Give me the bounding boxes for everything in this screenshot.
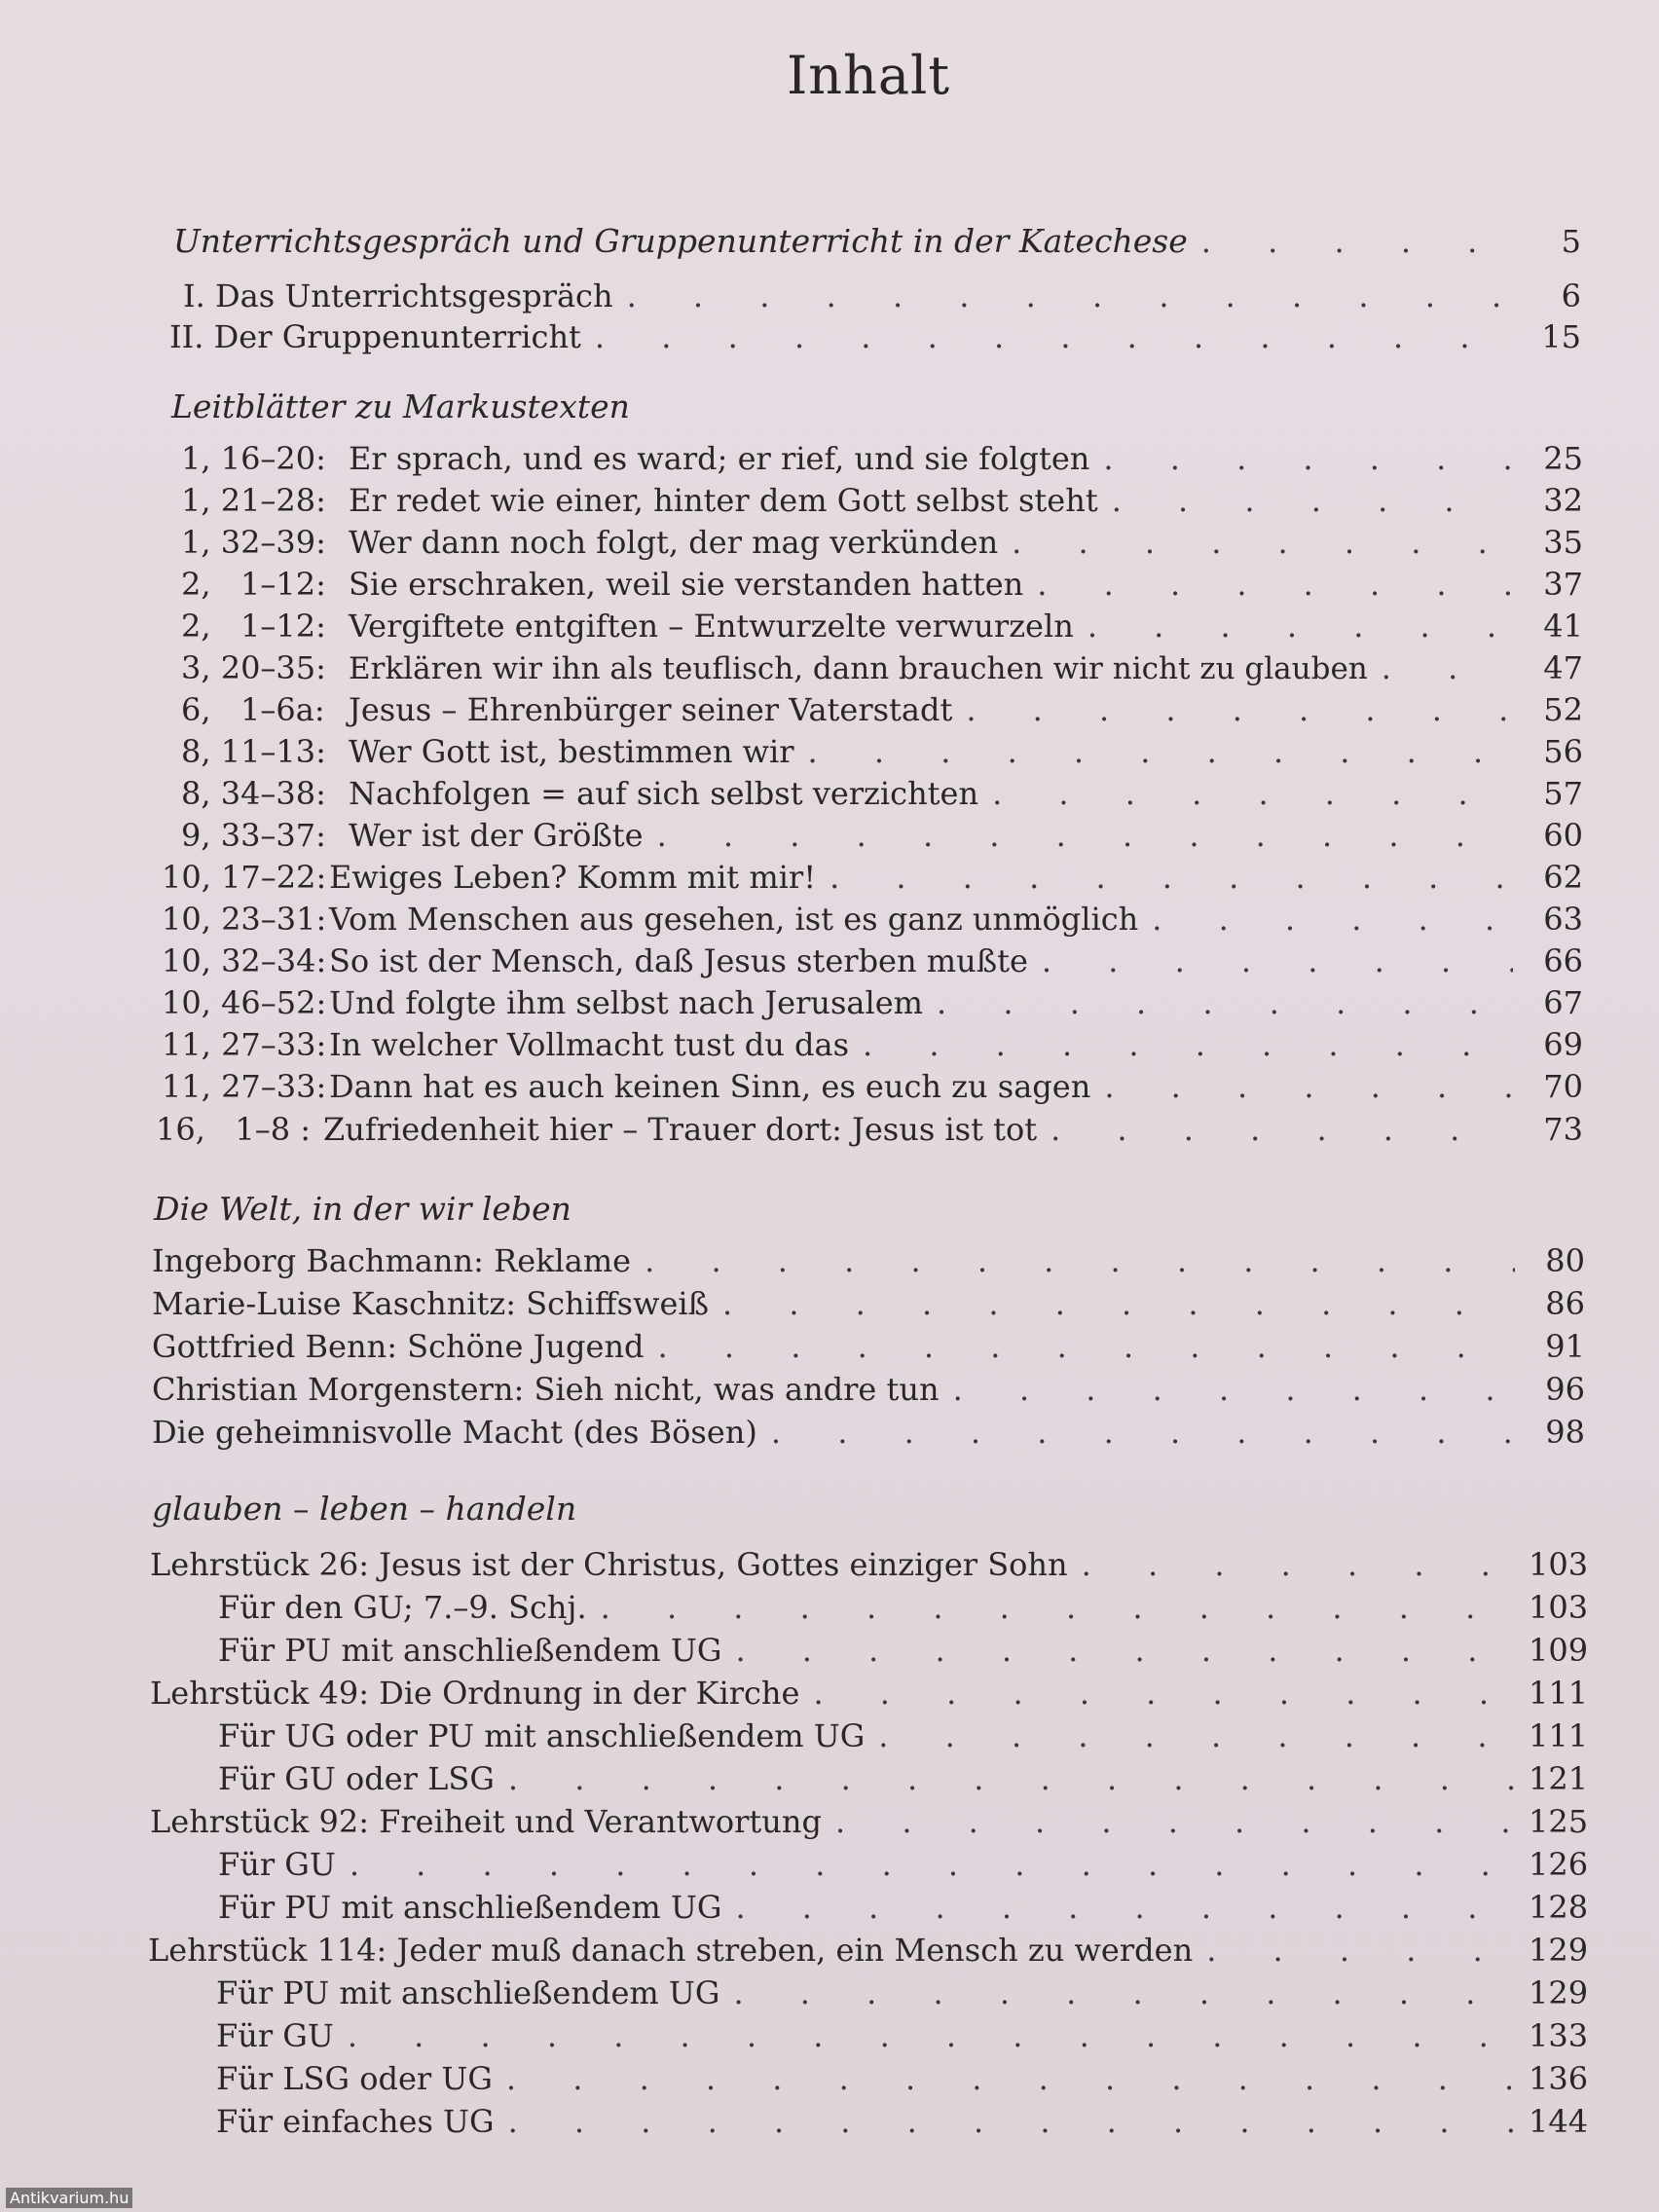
entry-text: II. Der Gruppenunterricht (169, 318, 581, 355)
leader-dots (1382, 649, 1513, 686)
verse-ref: 10, 17–22: (162, 859, 327, 896)
leader-dots (508, 1760, 1515, 1797)
section-heading-katechese (173, 222, 1581, 261)
page-number: 37 (1543, 566, 1583, 603)
toc-entry (162, 901, 1583, 940)
page-number: 35 (1543, 524, 1583, 561)
verse-ref: 1, 32–39: (181, 524, 326, 561)
entry-text: Für PU mit anschließendem UG (218, 1889, 722, 1926)
verse-ref: 11, 27–33: (162, 1068, 327, 1105)
page-number: 111 (1529, 1717, 1589, 1754)
entry-text: Und folgte ihm selbst nach Jerusalem (329, 984, 923, 1021)
page-number: 69 (1543, 1026, 1583, 1063)
toc-entry (152, 1328, 1585, 1367)
verse-ref: 11, 27–33: (162, 1026, 327, 1063)
verse-ref: 1, 16–20: (181, 440, 326, 477)
entry-text: Für LSG oder UG (216, 2060, 493, 2097)
entry-text: In welcher Vollmacht tust du das (329, 1026, 849, 1063)
toc-entry (152, 1242, 1585, 1281)
watermark: Antikvarium.hu (6, 2188, 132, 2208)
toc-subentry (218, 1760, 1589, 1799)
page-number: 73 (1543, 1111, 1583, 1148)
section-title: Unterrichtsgespräch und Gruppenunterricht in der Katechese (173, 222, 1188, 260)
page-number: 125 (1529, 1803, 1589, 1840)
leader-dots (595, 318, 1511, 355)
entry-text: Für UG oder PU mit anschließendem UG (218, 1717, 866, 1754)
leader-dots (1201, 223, 1511, 260)
page-number: 62 (1543, 859, 1583, 896)
page-number: 144 (1529, 2103, 1589, 2140)
page-number: 133 (1529, 2017, 1589, 2054)
toc-entry (162, 942, 1583, 981)
page-number: 128 (1529, 1889, 1589, 1926)
page-number: 126 (1529, 1846, 1589, 1883)
leader-dots (506, 2060, 1515, 2097)
leader-dots (722, 1285, 1515, 1322)
page-number: 57 (1543, 775, 1583, 812)
toc-subentry (218, 1632, 1589, 1671)
leader-dots (733, 1974, 1515, 2011)
page-number: 70 (1543, 1068, 1583, 1105)
page-number: 136 (1529, 2060, 1589, 2097)
toc-entry (150, 1546, 1589, 1585)
entry-text: Lehrstück 49: Die Ordnung in der Kirche (150, 1675, 800, 1712)
entry-text: Die geheimnisvolle Macht (des Bösen) (152, 1414, 757, 1451)
toc-subentry (218, 1717, 1589, 1756)
leader-dots (835, 1803, 1515, 1840)
toc-entry (152, 1414, 1585, 1453)
verse-ref: 10, 23–31: (162, 901, 327, 938)
entry-text: So ist der Mensch, daß Jesus sterben mußte (329, 942, 1028, 979)
entry-text: Lehrstück 92: Freiheit und Verantwortung (150, 1803, 822, 1840)
page-number: 60 (1543, 817, 1583, 854)
page-number: 96 (1545, 1371, 1585, 1408)
verse-ref: 6, 1–6a: (181, 691, 325, 728)
leader-dots (808, 733, 1513, 770)
verse-ref: 10, 32–34: (162, 942, 327, 979)
section-title: glauben – leben – handeln (152, 1490, 577, 1528)
leader-dots (645, 1242, 1515, 1279)
leader-dots (813, 1675, 1515, 1712)
toc-entry (181, 691, 1583, 730)
toc-entry (181, 482, 1583, 521)
leader-dots (992, 775, 1513, 812)
page-number: 41 (1543, 608, 1583, 645)
page-number: 47 (1543, 649, 1583, 686)
page-number: 52 (1543, 691, 1583, 728)
toc-entry (181, 566, 1583, 605)
toc-entry (181, 649, 1583, 688)
toc-subentry (216, 1974, 1589, 2013)
verse-ref: 1, 21–28: (181, 482, 326, 519)
leader-dots (771, 1414, 1515, 1451)
toc-entry (169, 318, 1581, 357)
leader-dots (1082, 1546, 1515, 1583)
page-number: 80 (1545, 1242, 1585, 1279)
leader-dots (1051, 1111, 1513, 1148)
section-title: Die Welt, in der wir leben (154, 1190, 571, 1228)
entry-text: Jesus – Ehrenbürger seiner Vaterstadt (349, 691, 953, 728)
leader-dots (657, 817, 1513, 854)
entry-text: Für GU (218, 1846, 336, 1883)
toc-entry (181, 775, 1583, 814)
leader-dots (601, 1589, 1515, 1626)
verse-ref: 2, 1–12: (181, 566, 326, 603)
entry-text: Lehrstück 26: Jesus ist der Christus, Gottes einziger Sohn (150, 1546, 1068, 1583)
page-number: 98 (1545, 1414, 1585, 1451)
entry-text: Für GU oder LSG (218, 1760, 495, 1797)
toc-entry (152, 1285, 1585, 1324)
toc-subentry (218, 1889, 1589, 1928)
toc-entry (183, 277, 1581, 316)
verse-ref: 8, 34–38: (181, 775, 326, 812)
leader-dots (508, 2103, 1515, 2140)
entry-text: Wer dann noch folgt, der mag verkünden (349, 524, 999, 561)
leader-dots (863, 1026, 1513, 1063)
verse-ref: 16, 1–8 : (156, 1111, 312, 1148)
page-number: 103 (1529, 1589, 1589, 1626)
verse-ref: 10, 46–52: (162, 984, 327, 1021)
toc-entry (181, 524, 1583, 563)
entry-text: Marie-Luise Kaschnitz: Schiffsweiß (152, 1285, 709, 1322)
leader-dots (1103, 440, 1513, 477)
entry-text: Dann hat es auch keinen Sinn, es euch zu sagen (329, 1068, 1091, 1105)
page-number: 103 (1529, 1546, 1589, 1583)
entry-text: Für PU mit anschließendem UG (216, 1974, 720, 2011)
leader-dots (627, 277, 1511, 314)
toc-subentry (216, 2103, 1589, 2142)
toc-entry (152, 1371, 1585, 1410)
page-number: 25 (1543, 440, 1583, 477)
toc-entry (162, 1026, 1583, 1065)
toc-entry (181, 817, 1583, 856)
toc-entry (156, 1111, 1583, 1150)
leader-dots (878, 1717, 1515, 1754)
toc-entry (162, 859, 1583, 898)
entry-text: Er redet wie einer, hinter dem Gott selbst steht (349, 482, 1098, 519)
toc-subentry (216, 2017, 1589, 2056)
page-number: 86 (1545, 1285, 1585, 1322)
entry-text: Lehrstück 114: Jeder muß danach streben, ein Mensch zu werden (148, 1932, 1194, 1969)
toc-subentry (218, 1846, 1589, 1885)
page-number: 111 (1529, 1675, 1589, 1712)
leader-dots (1037, 566, 1513, 603)
entry-text: Wer Gott ist, bestimmen wir (349, 733, 794, 770)
entry-text: Erklären wir ihn als teuflisch, dann brauchen wir nicht zu glauben (349, 651, 1368, 686)
entry-text: Er sprach, und es ward; er rief, und sie folgten (349, 440, 1090, 477)
toc-subentry (218, 1589, 1589, 1628)
toc-entry (162, 984, 1583, 1023)
toc-entry (150, 1803, 1589, 1842)
leader-dots (735, 1889, 1515, 1926)
leader-dots (1088, 608, 1513, 645)
page-number: 121 (1529, 1760, 1589, 1797)
entry-text: Vergiftete entgiften – Entwurzelte verwurzeln (349, 608, 1074, 645)
entry-text: Vom Menschen aus gesehen, ist es ganz unmöglich (329, 901, 1139, 938)
leader-dots (966, 691, 1513, 728)
page-number: 66 (1543, 942, 1583, 979)
verse-ref: 8, 11–13: (181, 733, 326, 770)
entry-text: Wer ist der Größte (349, 817, 644, 854)
entry-text: Nachfolgen = auf sich selbst verzichten (349, 775, 979, 812)
toc-entry (181, 608, 1583, 646)
leader-dots (953, 1371, 1515, 1408)
leader-dots (1012, 524, 1513, 561)
page-number: 109 (1529, 1632, 1589, 1669)
page-number: 129 (1529, 1974, 1589, 2011)
page-number: 129 (1529, 1932, 1589, 1969)
toc-subentry (216, 2060, 1589, 2099)
page-number: 67 (1543, 984, 1583, 1021)
entry-text: Für einfaches UG (216, 2103, 495, 2140)
leader-dots (1104, 1068, 1513, 1105)
leader-dots (830, 859, 1513, 896)
toc-entry (181, 733, 1583, 772)
leader-dots (1042, 942, 1513, 979)
leader-dots (1206, 1932, 1515, 1969)
leader-dots (1112, 482, 1513, 519)
toc-entry (162, 1068, 1583, 1107)
entry-text: Zufriedenheit hier – Trauer dort: Jesus ist tot (323, 1111, 1038, 1148)
verse-ref: 9, 33–37: (181, 817, 326, 854)
entry-text: Ewiges Leben? Komm mit mir! (329, 859, 817, 896)
entry-text: Sie erschraken, weil sie verstanden hatten (349, 566, 1024, 603)
page-number: 63 (1543, 901, 1583, 938)
leader-dots (735, 1632, 1515, 1669)
entry-text: Gottfried Benn: Schöne Jugend (152, 1328, 645, 1365)
page-number: 56 (1543, 733, 1583, 770)
toc-entry (181, 440, 1583, 479)
leader-dots (350, 1846, 1515, 1883)
toc-entry (150, 1675, 1589, 1714)
verse-ref: 2, 1–12: (181, 608, 326, 645)
entry-text: Christian Morgenstern: Sieh nicht, was andre tun (152, 1371, 940, 1408)
page-title: Inhalt (786, 45, 951, 106)
page-number: 91 (1545, 1328, 1585, 1365)
page-number: 15 (1541, 318, 1581, 355)
entry-text: Ingeborg Bachmann: Reklame (152, 1242, 632, 1279)
verse-ref: 3, 20–35: (181, 649, 326, 686)
leader-dots (937, 984, 1513, 1021)
page-number: 5 (1561, 223, 1581, 260)
page-number: 32 (1543, 482, 1583, 519)
entry-text: Für GU (216, 2017, 334, 2054)
page-number: 6 (1561, 277, 1581, 314)
entry-text: Für PU mit anschließendem UG (218, 1632, 722, 1669)
entry-text: I. Das Unterrichtsgespräch (183, 277, 613, 314)
entry-text: Für den GU; 7.–9. Schj. (218, 1589, 587, 1626)
leader-dots (1152, 901, 1513, 938)
leader-dots (348, 2017, 1515, 2054)
leader-dots (658, 1328, 1515, 1365)
toc-entry (148, 1932, 1589, 1971)
section-title: Leitblätter zu Markustexten (171, 387, 630, 425)
